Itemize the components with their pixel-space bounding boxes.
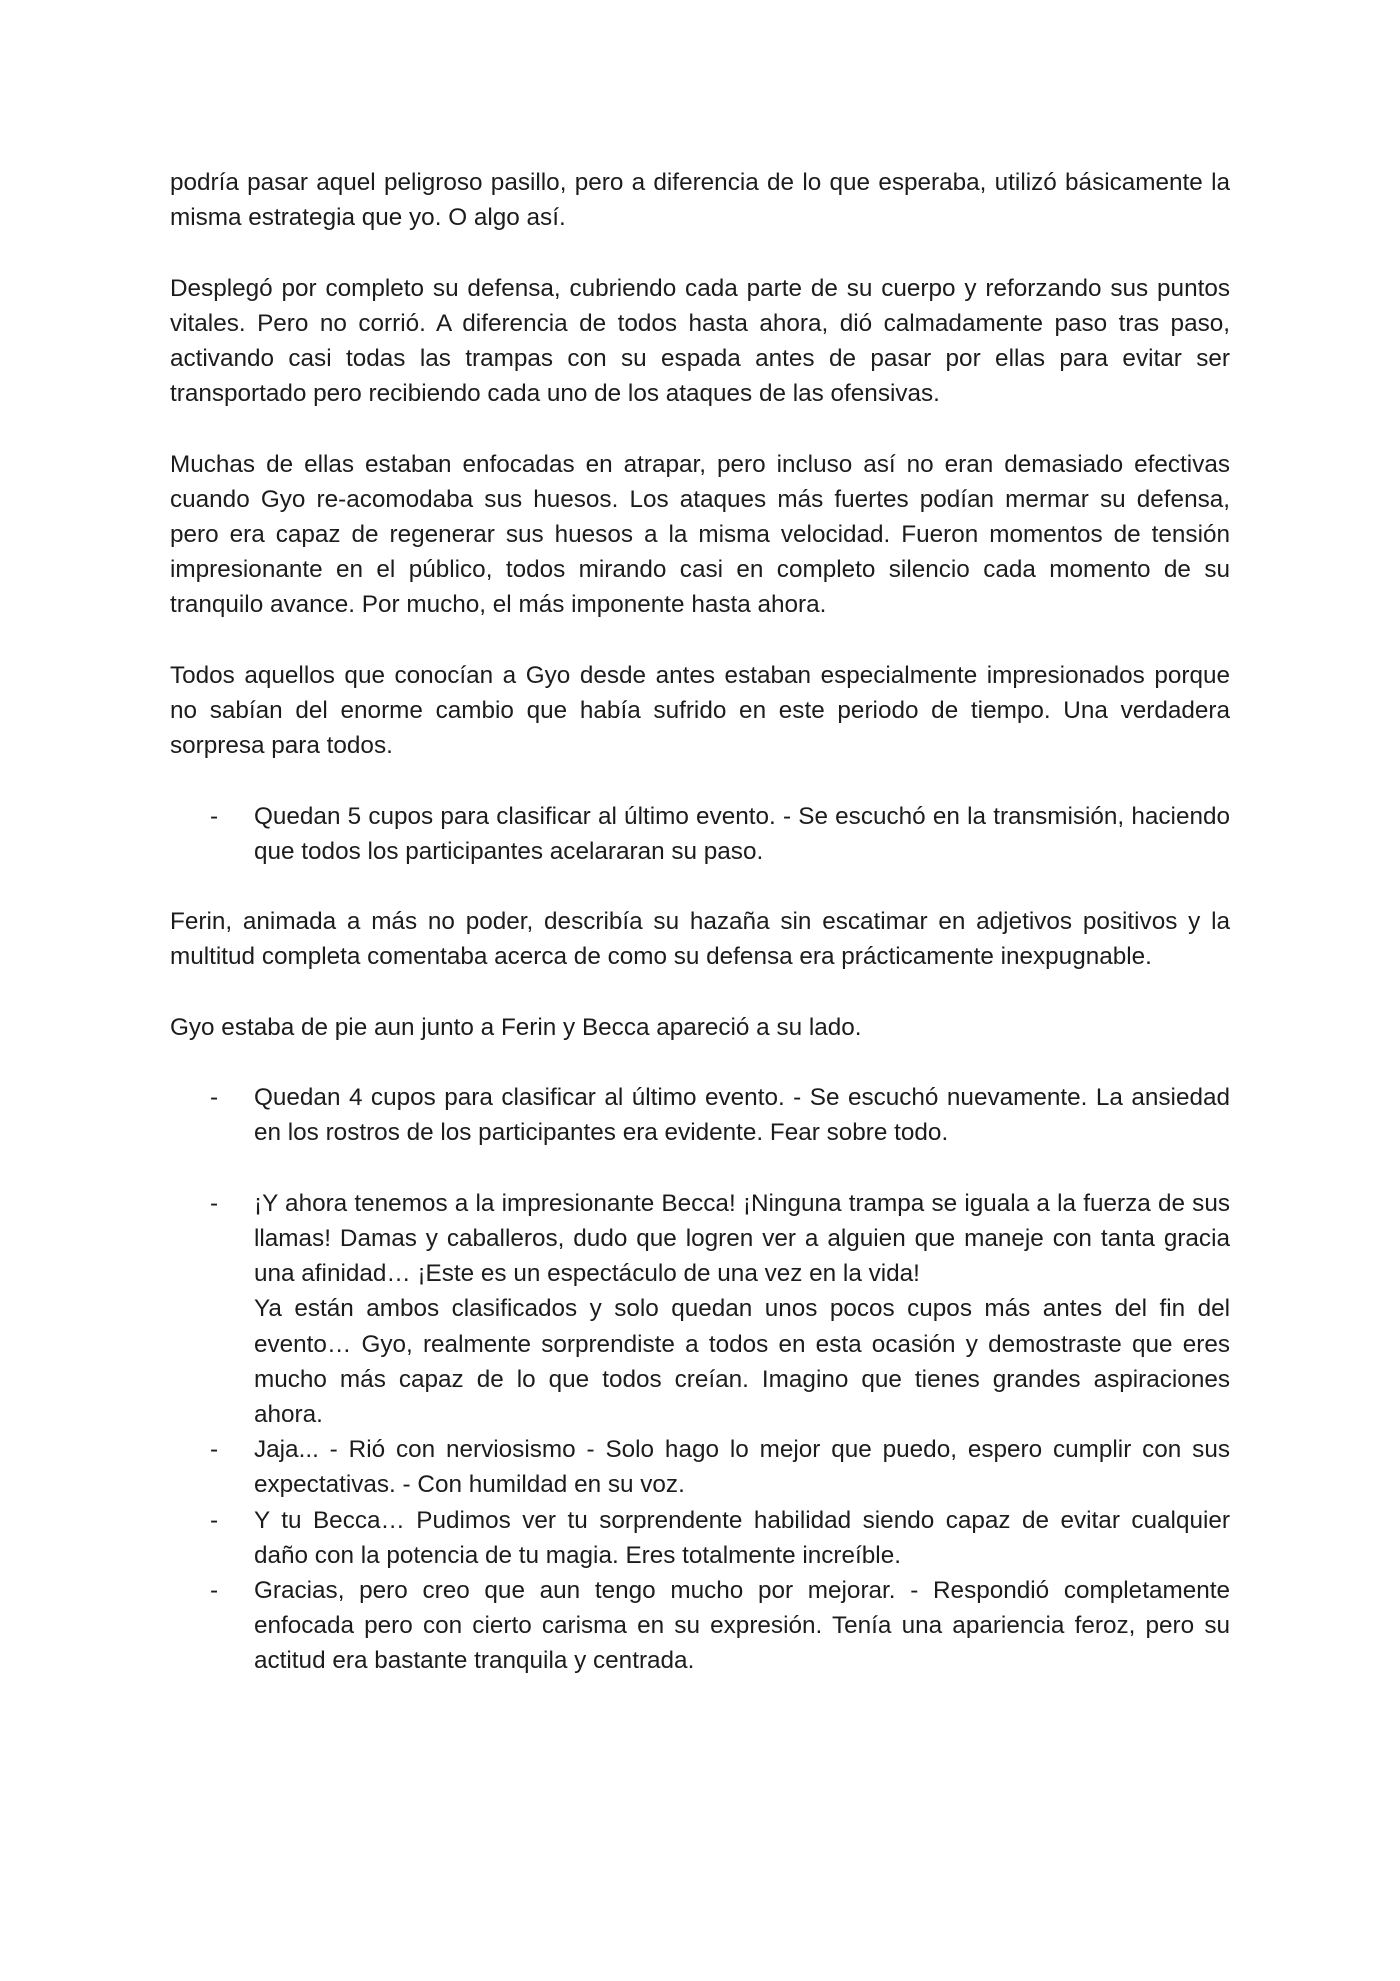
dialog-line: [170, 1186, 1230, 1432]
paragraph: Desplegó por completo su defensa, cubriendo cada parte de su cuerpo y reforzando sus puntos vitales. Pero no corrió. A diferencia de todos hasta ahora, dió calmadamente paso tras paso, activando casi todas las trampas con su espada antes de pasar por ellas para evitar ser transportado pero recibiendo cada uno de los ataques de las ofensivas.: [170, 274, 1230, 408]
dialog-list: [170, 1186, 1230, 1679]
dialog-list: [170, 1080, 1230, 1150]
dialog-list: [170, 799, 1230, 869]
dialog-line: - Quedan 5 cupos para clasificar al último evento. - Se escuchó en la transmisión, haciendo que todos los participantes acelararan su paso.: [170, 799, 1230, 869]
dialog-line: - Y tu Becca… Pudimos ver tu sorprendente habilidad siendo capaz de evitar cualquier daño con la potencia de tu magia. Eres totalmente increíble.: [170, 1503, 1230, 1573]
dialog-line: - Jaja... - Rió con nerviosismo - Solo hago lo mejor que puedo, espero cumplir con sus expectativas. - Con humildad en su voz.: [170, 1432, 1230, 1502]
paragraph: Gyo estaba de pie aun junto a Ferin y Becca apareció a su lado.: [170, 1013, 862, 1041]
dialog-text: - ¡Y ahora tenemos a la impresionante Becca! ¡Ninguna trampa se iguala a la fuerza de sus llamas! Damas y caballeros, dudo que logren ver a alguien que maneje con tanta gracia una afinidad… ¡Este es un espectáculo de una vez en la vida!: [254, 1189, 1230, 1288]
dialog-line: - Quedan 4 cupos para clasificar al último evento. - Se escuchó nuevamente. La ansiedad en los rostros de los participantes era evidente. Fear sobre todo.: [170, 1080, 1230, 1150]
document-page: [170, 165, 1230, 1679]
dialog-text: Ya están ambos clasificados y solo quedan unos pocos cupos más antes del fin del evento… Gyo, realmente sorprendiste a todos en esta ocasión y demostraste que eres mucho más capaz de lo que todos creían. Imagino que tienes grandes aspiraciones ahora.: [254, 1295, 1230, 1428]
paragraph: Muchas de ellas estaban enfocadas en atrapar, pero incluso así no eran demasiado efectivas cuando Gyo re-acomodaba sus huesos. Los ataques más fuertes podían mermar su defensa, pero era capaz de regenerar sus huesos a la misma velocidad. Fueron momentos de tensión impresionante en el público, todos mirando casi en completo silencio cada momento de su tranquilo avance. Por mucho, el más imponente hasta ahora.: [170, 450, 1230, 619]
dialog-line: - Gracias, pero creo que aun tengo mucho por mejorar. - Respondió completamente enfocada pero con cierto carisma en su expresión. Tenía una apariencia feroz, pero su actitud era bastante tranquila y centrada.: [170, 1573, 1230, 1679]
paragraph: podría pasar aquel peligroso pasillo, pero a diferencia de lo que esperaba, utilizó básicamente la misma estrategia que yo. O algo así.: [170, 169, 1230, 232]
paragraph: Ferin, animada a más no poder, describía su hazaña sin escatimar en adjetivos positivos y la multitud completa comentaba acerca de como su defensa era prácticamente inexpugnable.: [170, 908, 1230, 971]
paragraph: Todos aquellos que conocían a Gyo desde antes estaban especialmente impresionados porque no sabían del enorme cambio que había sufrido en este periodo de tiempo. Una verdadera sorpresa para todos.: [170, 661, 1230, 760]
